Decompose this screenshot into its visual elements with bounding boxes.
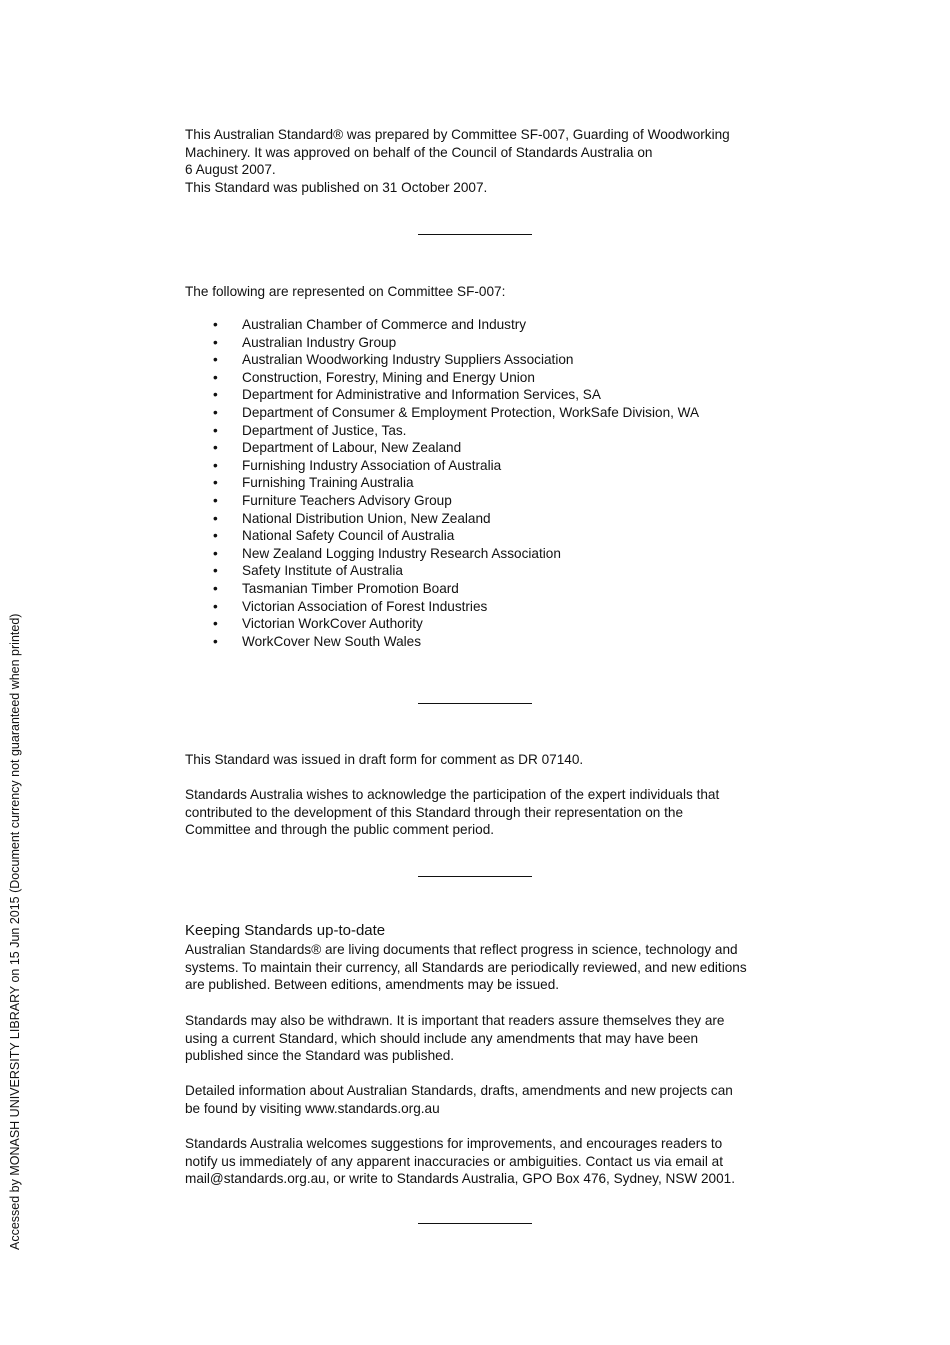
acknowledgement-paragraph — [185, 786, 785, 839]
committee-intro: The following are represented on Committee SF-007: — [185, 284, 506, 299]
committee-member-item: • Australian Chamber of Commerce and Industry — [185, 316, 699, 334]
publication-date-line: This Standard was published on 31 October 2007. — [185, 179, 488, 195]
withdrawal-paragraph — [185, 1012, 785, 1065]
committee-member-item: • Safety Institute of Australia — [185, 562, 699, 580]
committee-member-item: • Victorian Association of Forest Industries — [185, 598, 699, 616]
committee-member-item: • New Zealand Logging Industry Research Association — [185, 545, 699, 563]
committee-member-item: • National Safety Council of Australia — [185, 527, 699, 545]
text-line: published since the Standard was published. — [185, 1048, 455, 1064]
committee-member-item: • Furnishing Industry Association of Australia — [185, 457, 699, 475]
text-line: using a current Standard, which should include any amendments that may have been — [185, 1030, 699, 1046]
text-line: mail@standards.org.au, or write to Standards Australia, GPO Box 476, Sydney, NSW 2001. — [185, 1171, 736, 1187]
ack-line: contributed to the development of this Standard through their representation on the — [185, 804, 684, 820]
committee-member-item: • Australian Woodworking Industry Suppliers Association — [185, 351, 699, 369]
text-line: Standards Australia welcomes suggestions for improvements, and encourages readers to — [185, 1136, 723, 1151]
contact-paragraph — [185, 1135, 785, 1188]
committee-member-item: • WorkCover New South Wales — [185, 633, 699, 651]
text-line: Detailed information about Australian Standards, drafts, amendments and new projects can — [185, 1083, 733, 1098]
text-line: be found by visiting www.standards.org.au — [185, 1100, 440, 1116]
prep-line: 6 August 2007. — [185, 162, 276, 178]
section-divider — [418, 234, 532, 235]
committee-member-item: • Furniture Teachers Advisory Group — [185, 492, 699, 510]
preparation-paragraph — [185, 126, 785, 196]
section-divider — [418, 1223, 532, 1224]
ack-line: Standards Australia wishes to acknowledge the participation of the expert individuals that — [185, 787, 720, 802]
living-documents-paragraph — [185, 941, 785, 994]
committee-member-item: • Furnishing Training Australia — [185, 474, 699, 492]
prep-line: This Australian Standard® was prepared by Committee SF-007, Guarding of Woodworking — [185, 127, 730, 142]
committee-member-item: • Department for Administrative and Information Services, SA — [185, 386, 699, 404]
draft-issued-note: This Standard was issued in draft form for comment as DR 07140. — [185, 752, 584, 767]
section-divider — [418, 703, 532, 704]
committee-member-item: • Australian Industry Group — [185, 334, 699, 352]
committee-member-item: • Department of Consumer & Employment Protection, WorkSafe Division, WA — [185, 404, 699, 422]
prep-line: Machinery. It was approved on behalf of the Council of Standards Australia on — [185, 144, 653, 160]
section-divider — [418, 876, 532, 877]
committee-member-item: • National Distribution Union, New Zealand — [185, 510, 699, 528]
committee-member-item: • Construction, Forestry, Mining and Energy Union — [185, 369, 699, 387]
text-line: Australian Standards® are living documents that reflect progress in science, technology and — [185, 942, 738, 957]
text-line: systems. To maintain their currency, all Standards are periodically reviewed, and new editions — [185, 959, 747, 975]
committee-member-list — [185, 316, 699, 650]
committee-member-item: • Victorian WorkCover Authority — [185, 615, 699, 633]
text-line: are published. Between editions, amendments may be issued. — [185, 977, 560, 993]
text-line: Standards may also be withdrawn. It is important that readers assure themselves they are — [185, 1013, 725, 1028]
committee-member-item: • Tasmanian Timber Promotion Board — [185, 580, 699, 598]
committee-member-item: • Department of Justice, Tas. — [185, 422, 699, 440]
access-watermark: Accessed by MONASH UNIVERSITY LIBRARY on 15 Jun 2015 (Document currency not guaranteed when printed) — [8, 613, 22, 1250]
committee-member-item: • Department of Labour, New Zealand — [185, 439, 699, 457]
section-heading: Keeping Standards up-to-date — [185, 922, 386, 939]
text-line: notify us immediately of any apparent inaccuracies or ambiguities. Contact us via email at — [185, 1153, 723, 1169]
ack-line: Committee and through the public comment period. — [185, 822, 495, 838]
website-paragraph — [185, 1082, 785, 1117]
